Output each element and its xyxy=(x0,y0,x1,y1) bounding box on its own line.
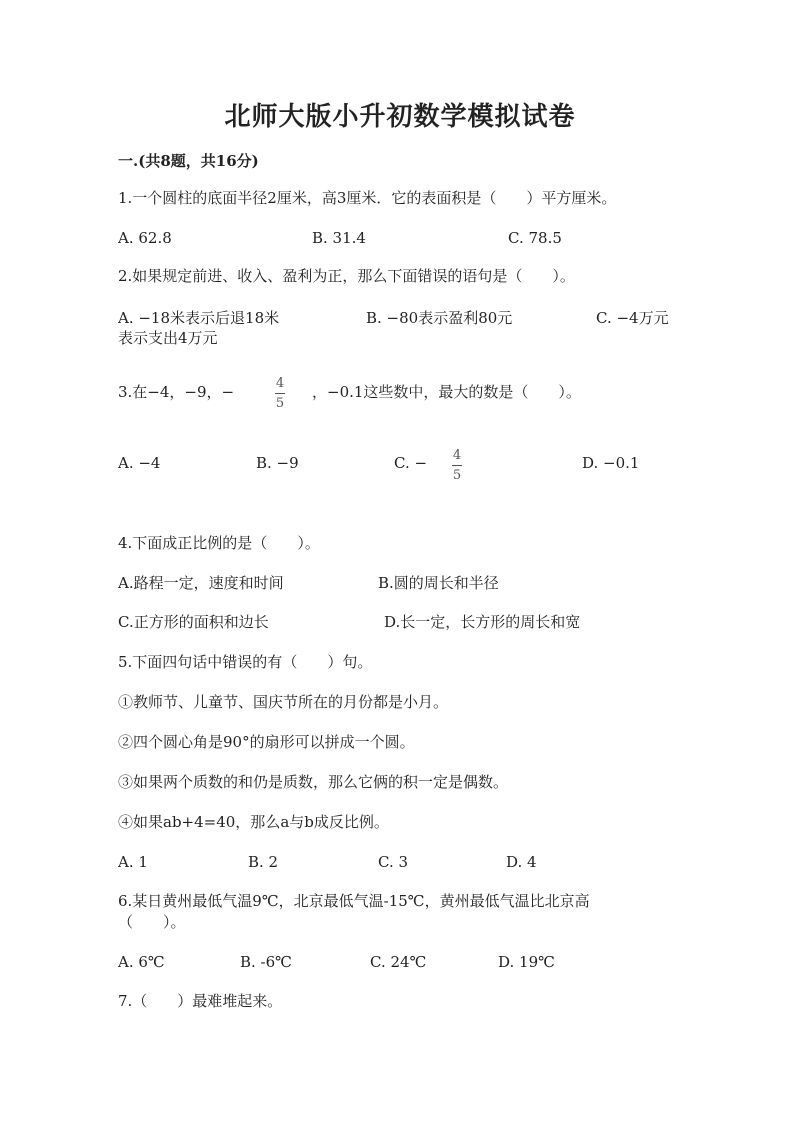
question-4-option-d: D.长一定，长方形的周长和宽 xyxy=(384,613,581,631)
question-5-statement-4: ④如果ab+4=40，那么a与b成反比例。 xyxy=(118,813,389,831)
question-6-stem-continuation: （ ）。 xyxy=(118,913,186,931)
question-5-option-a: A. 1 xyxy=(118,853,148,871)
page-title: 北师大版小升初数学模拟试卷 xyxy=(224,102,576,132)
question-4-option-a: A.路程一定，速度和时间 xyxy=(118,574,284,592)
question-5-option-d: D. 4 xyxy=(506,853,537,871)
question-3-option-b: B. −9 xyxy=(256,454,299,472)
question-1-option-a: A. 62.8 xyxy=(118,229,172,247)
question-4-option-c: C.正方形的面积和边长 xyxy=(118,613,269,631)
question-2-option-c-continuation: 表示支出4万元 xyxy=(118,329,218,347)
question-2-option-c: C. −4万元 xyxy=(596,309,669,327)
question-6-option-c: C. 24℃ xyxy=(370,953,427,971)
question-5-statement-1: ①教师节、儿童节、国庆节所在的月份都是小月。 xyxy=(118,693,449,711)
question-2-option-a: A. −18米表示后退18米 xyxy=(118,309,280,327)
question-6-stem: 6.某日黄州最低气温9℃，北京最低气温-15℃，黄州最低气温比北京高 xyxy=(118,892,590,910)
question-3-option-a: A. −4 xyxy=(118,454,161,472)
question-4-stem: 4.下面成正比例的是（ ）。 xyxy=(118,534,320,552)
fraction-bar xyxy=(452,465,462,466)
question-5-option-c: C. 3 xyxy=(378,853,409,871)
fraction-numerator: 4 xyxy=(452,448,462,463)
question-3-option-c: C. − xyxy=(394,454,428,472)
question-6-option-d: D. 19℃ xyxy=(498,953,555,971)
fraction-denominator: 5 xyxy=(275,396,285,411)
question-7-stem: 7.（ ）最难堆起来。 xyxy=(118,992,283,1010)
fraction-bar xyxy=(275,393,285,394)
question-5-statement-3: ③如果两个质数的和仍是质数，那么它俩的积一定是偶数。 xyxy=(118,773,509,791)
question-1-option-c: C. 78.5 xyxy=(508,229,562,247)
question-2-stem: 2.如果规定前进、收入、盈利为正，那么下面错误的语句是（ ）。 xyxy=(118,267,575,285)
question-3-option-c-fraction xyxy=(449,448,465,483)
question-2-option-b: B. −80表示盈利80元 xyxy=(366,309,513,327)
question-5-statement-2: ②四个圆心角是90°的扇形可以拼成一个圆。 xyxy=(118,733,415,751)
question-3-stem-start: 3.在−4，−9，− xyxy=(118,383,235,401)
section-heading: 一.(共8题，共16分) xyxy=(118,152,259,170)
question-6-option-b: B. -6℃ xyxy=(240,953,292,971)
question-4-option-b: B.圆的周长和半径 xyxy=(378,574,499,592)
fraction-numerator: 4 xyxy=(275,376,285,391)
question-5-option-b: B. 2 xyxy=(248,853,279,871)
question-3-stem-end: ，−0.1这些数中，最大的数是（ ）。 xyxy=(312,383,581,401)
question-3-fraction xyxy=(272,376,288,411)
question-6-option-a: A. 6℃ xyxy=(118,953,165,971)
fraction-denominator: 5 xyxy=(452,468,462,483)
question-1-option-b: B. 31.4 xyxy=(312,229,366,247)
question-3-option-d: D. −0.1 xyxy=(582,454,640,472)
question-1-stem: 1.一个圆柱的底面半径2厘米，高3厘米．它的表面积是（ ）平方厘米。 xyxy=(118,189,617,207)
question-5-stem: 5.下面四句话中错误的有（ ）句。 xyxy=(118,653,373,671)
